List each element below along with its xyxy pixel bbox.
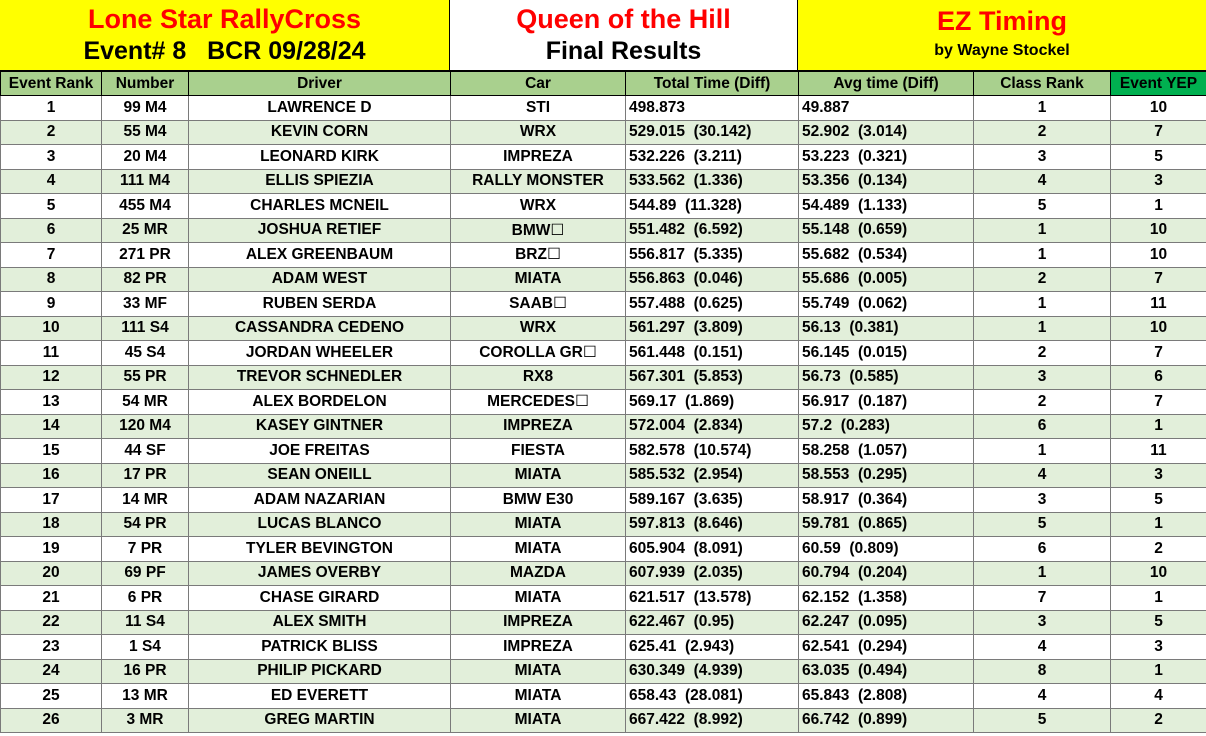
cell-event-rank: 20 (1, 561, 102, 586)
cell-event-rank: 24 (1, 659, 102, 684)
cell-class-rank: 3 (974, 145, 1111, 170)
cell-avg-time: 65.843 (2.808) (799, 684, 974, 709)
table-row (1, 365, 1206, 390)
cell-driver: ALEX BORDELON (189, 390, 451, 415)
cell-number: 54 MR (102, 390, 189, 415)
cell-event-yep: 11 (1111, 439, 1206, 464)
col-event-rank: Event Rank (1, 72, 102, 96)
cell-car: BMW E30 (451, 488, 626, 513)
cell-avg-time: 58.553 (0.295) (799, 463, 974, 488)
table-row (1, 341, 1206, 366)
cell-total-time: 569.17 (1.869) (626, 390, 799, 415)
cell-number: 45 S4 (102, 341, 189, 366)
cell-driver: LEONARD KIRK (189, 145, 451, 170)
cell-event-rank: 25 (1, 684, 102, 709)
cell-driver: JOSHUA RETIEF (189, 218, 451, 243)
cell-avg-time: 63.035 (0.494) (799, 659, 974, 684)
cell-car: MIATA (451, 512, 626, 537)
cell-total-time: 556.863 (0.046) (626, 267, 799, 292)
cell-driver: KEVIN CORN (189, 120, 451, 145)
table-row (1, 610, 1206, 635)
cell-avg-time: 58.258 (1.057) (799, 439, 974, 464)
cell-class-rank: 2 (974, 390, 1111, 415)
cell-class-rank: 1 (974, 218, 1111, 243)
cell-driver: RUBEN SERDA (189, 292, 451, 317)
cell-event-yep: 5 (1111, 145, 1206, 170)
cell-event-rank: 15 (1, 439, 102, 464)
cell-total-time: 561.297 (3.809) (626, 316, 799, 341)
cell-event-rank: 17 (1, 488, 102, 513)
cell-number: 111 S4 (102, 316, 189, 341)
cell-number: 20 M4 (102, 145, 189, 170)
cell-number: 55 M4 (102, 120, 189, 145)
cell-driver: TREVOR SCHNEDLER (189, 365, 451, 390)
table-row (1, 120, 1206, 145)
cell-number: 16 PR (102, 659, 189, 684)
event-info: Event# 8 BCR 09/28/24 (83, 37, 366, 65)
cell-event-yep: 1 (1111, 414, 1206, 439)
table-row (1, 635, 1206, 660)
cell-total-time: 532.226 (3.211) (626, 145, 799, 170)
cell-event-rank: 7 (1, 243, 102, 268)
cell-total-time: 582.578 (10.574) (626, 439, 799, 464)
cell-event-rank: 23 (1, 635, 102, 660)
cell-class-rank: 1 (974, 243, 1111, 268)
cell-total-time: 551.482 (6.592) (626, 218, 799, 243)
cell-car: IMPREZA (451, 610, 626, 635)
col-number: Number (102, 72, 189, 96)
cell-avg-time: 60.794 (0.204) (799, 561, 974, 586)
table-row (1, 439, 1206, 464)
cell-event-yep: 7 (1111, 267, 1206, 292)
cell-avg-time: 56.917 (0.187) (799, 390, 974, 415)
cell-driver: JOE FREITAS (189, 439, 451, 464)
cell-class-rank: 5 (974, 512, 1111, 537)
cell-car: MAZDA (451, 561, 626, 586)
cell-avg-time: 66.742 (0.899) (799, 708, 974, 733)
cell-event-rank: 14 (1, 414, 102, 439)
table-row (1, 512, 1206, 537)
cell-driver: LAWRENCE D (189, 96, 451, 121)
cell-event-yep: 10 (1111, 316, 1206, 341)
cell-class-rank: 3 (974, 365, 1111, 390)
cell-event-rank: 18 (1, 512, 102, 537)
cell-avg-time: 58.917 (0.364) (799, 488, 974, 513)
cell-driver: CHASE GIRARD (189, 586, 451, 611)
cell-class-rank: 5 (974, 194, 1111, 219)
cell-driver: ELLIS SPIEZIA (189, 169, 451, 194)
cell-driver: PHILIP PICKARD (189, 659, 451, 684)
cell-event-rank: 19 (1, 537, 102, 562)
table-row (1, 316, 1206, 341)
cell-driver: PATRICK BLISS (189, 635, 451, 660)
cell-class-rank: 4 (974, 463, 1111, 488)
cell-number: 17 PR (102, 463, 189, 488)
cell-avg-time: 60.59 (0.809) (799, 537, 974, 562)
table-row (1, 243, 1206, 268)
col-total-time: Total Time (Diff) (626, 72, 799, 96)
cell-avg-time: 49.887 (799, 96, 974, 121)
column-header-row (1, 72, 1206, 96)
cell-total-time: 544.89 (11.328) (626, 194, 799, 219)
cell-class-rank: 4 (974, 635, 1111, 660)
club-title: Lone Star RallyCross (87, 4, 362, 34)
cell-event-rank: 6 (1, 218, 102, 243)
cell-avg-time: 52.902 (3.014) (799, 120, 974, 145)
cell-driver: CASSANDRA CEDENO (189, 316, 451, 341)
table-row (1, 659, 1206, 684)
col-class-rank: Class Rank (974, 72, 1111, 96)
cell-driver: ADAM WEST (189, 267, 451, 292)
cell-number: 82 PR (102, 267, 189, 292)
cell-car: WRX (451, 194, 626, 219)
timing-title: EZ Timing (936, 6, 1067, 36)
table-row (1, 96, 1206, 121)
table-row (1, 145, 1206, 170)
cell-car: MIATA (451, 586, 626, 611)
cell-event-rank: 1 (1, 96, 102, 121)
cell-event-yep: 1 (1111, 659, 1206, 684)
cell-event-yep: 7 (1111, 341, 1206, 366)
table-row (1, 463, 1206, 488)
cell-avg-time: 55.682 (0.534) (799, 243, 974, 268)
cell-car: MIATA (451, 708, 626, 733)
cell-event-rank: 4 (1, 169, 102, 194)
cell-total-time: 625.41 (2.943) (626, 635, 799, 660)
cell-driver: ED EVERETT (189, 684, 451, 709)
table-row (1, 292, 1206, 317)
cell-total-time: 607.939 (2.035) (626, 561, 799, 586)
cell-driver: JORDAN WHEELER (189, 341, 451, 366)
cell-car: IMPREZA (451, 145, 626, 170)
cell-car: IMPREZA (451, 635, 626, 660)
cell-event-yep: 3 (1111, 463, 1206, 488)
cell-event-yep: 5 (1111, 488, 1206, 513)
cell-driver: GREG MARTIN (189, 708, 451, 733)
cell-total-time: 589.167 (3.635) (626, 488, 799, 513)
cell-event-yep: 11 (1111, 292, 1206, 317)
cell-car: STI (451, 96, 626, 121)
timing-credit: by Wayne Stockel (934, 42, 1070, 59)
cell-avg-time: 59.781 (0.865) (799, 512, 974, 537)
timing-header (798, 0, 1206, 70)
cell-event-yep: 4 (1111, 684, 1206, 709)
col-car: Car (451, 72, 626, 96)
header-banner (0, 0, 1206, 71)
cell-total-time: 567.301 (5.853) (626, 365, 799, 390)
cell-event-yep: 7 (1111, 120, 1206, 145)
cell-event-rank: 22 (1, 610, 102, 635)
cell-event-yep: 10 (1111, 218, 1206, 243)
cell-number: 99 M4 (102, 96, 189, 121)
cell-car: WRX (451, 120, 626, 145)
cell-driver: ALEX GREENBAUM (189, 243, 451, 268)
cell-event-yep: 3 (1111, 169, 1206, 194)
table-row (1, 561, 1206, 586)
cell-car: IMPREZA (451, 414, 626, 439)
table-row (1, 414, 1206, 439)
cell-class-rank: 8 (974, 659, 1111, 684)
cell-total-time: 557.488 (0.625) (626, 292, 799, 317)
cell-class-rank: 6 (974, 537, 1111, 562)
cell-total-time: 621.517 (13.578) (626, 586, 799, 611)
table-row (1, 488, 1206, 513)
cell-event-rank: 10 (1, 316, 102, 341)
cell-number: 1 S4 (102, 635, 189, 660)
table-row (1, 684, 1206, 709)
table-row (1, 218, 1206, 243)
cell-total-time: 561.448 (0.151) (626, 341, 799, 366)
cell-class-rank: 3 (974, 488, 1111, 513)
cell-avg-time: 53.356 (0.134) (799, 169, 974, 194)
cell-driver: TYLER BEVINGTON (189, 537, 451, 562)
cell-total-time: 533.562 (1.336) (626, 169, 799, 194)
table-row (1, 586, 1206, 611)
cell-car: FIESTA (451, 439, 626, 464)
cell-number: 6 PR (102, 586, 189, 611)
cell-car: MIATA (451, 684, 626, 709)
cell-class-rank: 1 (974, 96, 1111, 121)
cell-number: 55 PR (102, 365, 189, 390)
cell-event-yep: 2 (1111, 708, 1206, 733)
cell-event-rank: 16 (1, 463, 102, 488)
cell-event-rank: 12 (1, 365, 102, 390)
table-row (1, 537, 1206, 562)
cell-class-rank: 2 (974, 341, 1111, 366)
cell-event-yep: 1 (1111, 586, 1206, 611)
table-row (1, 169, 1206, 194)
cell-event-yep: 10 (1111, 243, 1206, 268)
cell-class-rank: 3 (974, 610, 1111, 635)
cell-class-rank: 1 (974, 439, 1111, 464)
cell-event-rank: 26 (1, 708, 102, 733)
cell-car: MERCEDES☐ (451, 390, 626, 415)
cell-car: BRZ☐ (451, 243, 626, 268)
cell-driver: ALEX SMITH (189, 610, 451, 635)
cell-event-yep: 6 (1111, 365, 1206, 390)
cell-total-time: 667.422 (8.992) (626, 708, 799, 733)
cell-class-rank: 1 (974, 316, 1111, 341)
cell-number: 25 MR (102, 218, 189, 243)
cell-avg-time: 62.152 (1.358) (799, 586, 974, 611)
cell-event-rank: 11 (1, 341, 102, 366)
cell-event-rank: 21 (1, 586, 102, 611)
cell-event-yep: 5 (1111, 610, 1206, 635)
cell-avg-time: 55.749 (0.062) (799, 292, 974, 317)
cell-event-rank: 13 (1, 390, 102, 415)
cell-car: MIATA (451, 463, 626, 488)
cell-total-time: 498.873 (626, 96, 799, 121)
cell-driver: ADAM NAZARIAN (189, 488, 451, 513)
cell-driver: SEAN ONEILL (189, 463, 451, 488)
col-driver: Driver (189, 72, 451, 96)
cell-number: 271 PR (102, 243, 189, 268)
cell-class-rank: 1 (974, 292, 1111, 317)
cell-avg-time: 56.73 (0.585) (799, 365, 974, 390)
results-header (450, 0, 798, 70)
cell-event-yep: 10 (1111, 96, 1206, 121)
cell-avg-time: 55.148 (0.659) (799, 218, 974, 243)
cell-driver: LUCAS BLANCO (189, 512, 451, 537)
cell-class-rank: 2 (974, 120, 1111, 145)
cell-event-rank: 5 (1, 194, 102, 219)
col-avg-time: Avg time (Diff) (799, 72, 974, 96)
cell-number: 69 PF (102, 561, 189, 586)
cell-number: 7 PR (102, 537, 189, 562)
cell-car: MIATA (451, 537, 626, 562)
cell-number: 44 SF (102, 439, 189, 464)
cell-avg-time: 55.686 (0.005) (799, 267, 974, 292)
cell-total-time: 597.813 (8.646) (626, 512, 799, 537)
cell-avg-time: 62.541 (0.294) (799, 635, 974, 660)
cell-total-time: 529.015 (30.142) (626, 120, 799, 145)
cell-total-time: 605.904 (8.091) (626, 537, 799, 562)
cell-avg-time: 56.145 (0.015) (799, 341, 974, 366)
cell-event-yep: 7 (1111, 390, 1206, 415)
cell-event-rank: 3 (1, 145, 102, 170)
cell-total-time: 572.004 (2.834) (626, 414, 799, 439)
cell-car: WRX (451, 316, 626, 341)
cell-avg-time: 56.13 (0.381) (799, 316, 974, 341)
cell-number: 54 PR (102, 512, 189, 537)
cell-class-rank: 4 (974, 684, 1111, 709)
cell-event-yep: 3 (1111, 635, 1206, 660)
cell-event-yep: 10 (1111, 561, 1206, 586)
cell-car: RALLY MONSTER (451, 169, 626, 194)
cell-event-rank: 9 (1, 292, 102, 317)
cell-avg-time: 53.223 (0.321) (799, 145, 974, 170)
cell-event-yep: 1 (1111, 512, 1206, 537)
cell-avg-time: 54.489 (1.133) (799, 194, 974, 219)
results-subtitle: Final Results (545, 37, 702, 65)
cell-car: BMW☐ (451, 218, 626, 243)
table-row (1, 194, 1206, 219)
cell-total-time: 658.43 (28.081) (626, 684, 799, 709)
competition-title: Queen of the Hill (516, 4, 731, 34)
cell-event-yep: 1 (1111, 194, 1206, 219)
table-row (1, 708, 1206, 733)
cell-event-rank: 2 (1, 120, 102, 145)
cell-driver: JAMES OVERBY (189, 561, 451, 586)
cell-event-rank: 8 (1, 267, 102, 292)
table-row (1, 267, 1206, 292)
cell-class-rank: 1 (974, 561, 1111, 586)
cell-driver: KASEY GINTNER (189, 414, 451, 439)
cell-driver: CHARLES MCNEIL (189, 194, 451, 219)
club-header (0, 0, 450, 70)
cell-car: MIATA (451, 659, 626, 684)
cell-total-time: 622.467 (0.95) (626, 610, 799, 635)
cell-number: 3 MR (102, 708, 189, 733)
table-row (1, 390, 1206, 415)
cell-class-rank: 2 (974, 267, 1111, 292)
cell-number: 13 MR (102, 684, 189, 709)
cell-car: COROLLA GR☐ (451, 341, 626, 366)
cell-class-rank: 5 (974, 708, 1111, 733)
cell-total-time: 556.817 (5.335) (626, 243, 799, 268)
cell-class-rank: 7 (974, 586, 1111, 611)
cell-car: SAAB☐ (451, 292, 626, 317)
cell-number: 120 M4 (102, 414, 189, 439)
cell-number: 111 M4 (102, 169, 189, 194)
cell-number: 455 M4 (102, 194, 189, 219)
results-table (0, 71, 1206, 733)
cell-number: 14 MR (102, 488, 189, 513)
cell-car: RX8 (451, 365, 626, 390)
cell-event-yep: 2 (1111, 537, 1206, 562)
cell-number: 11 S4 (102, 610, 189, 635)
col-event-yep: Event YEP (1111, 72, 1206, 96)
cell-total-time: 585.532 (2.954) (626, 463, 799, 488)
cell-total-time: 630.349 (4.939) (626, 659, 799, 684)
cell-class-rank: 4 (974, 169, 1111, 194)
cell-avg-time: 57.2 (0.283) (799, 414, 974, 439)
cell-avg-time: 62.247 (0.095) (799, 610, 974, 635)
cell-number: 33 MF (102, 292, 189, 317)
cell-class-rank: 6 (974, 414, 1111, 439)
cell-car: MIATA (451, 267, 626, 292)
